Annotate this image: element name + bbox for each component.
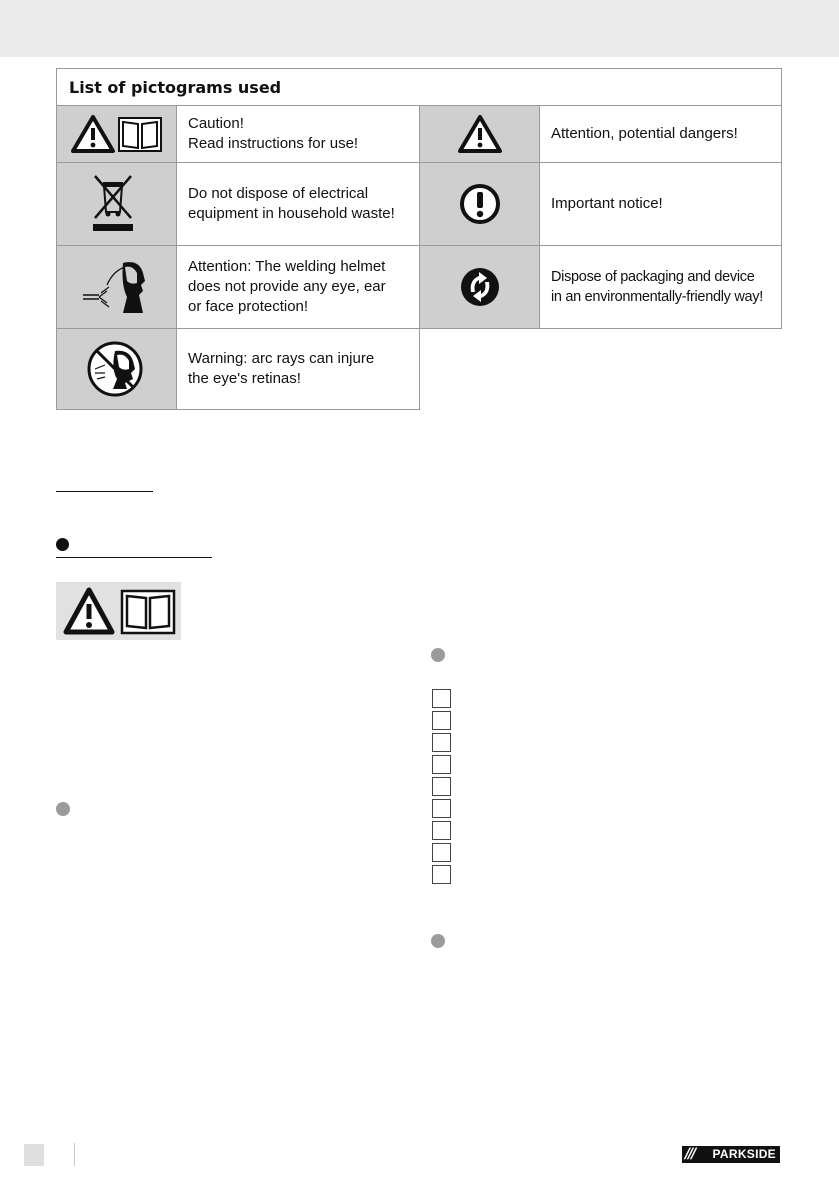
table-title: List of pictograms used (69, 78, 282, 97)
checkbox[interactable] (432, 821, 451, 840)
checkbox[interactable] (432, 865, 451, 884)
page-number-box (24, 1144, 44, 1166)
table-title-row (56, 68, 782, 106)
text-line: Read instructions for use! (188, 135, 359, 152)
checkbox[interactable] (432, 733, 451, 752)
section-underline (56, 491, 153, 492)
green-dot-recycling-icon (419, 245, 540, 329)
checkbox[interactable] (432, 689, 451, 708)
environmental-disposal-text (539, 245, 782, 329)
text-line: the eye's retinas! (188, 370, 301, 387)
caution-read-manual-icon (56, 582, 181, 640)
arc-rays-warning-icon (56, 328, 177, 410)
crossed-out-wheelie-bin-icon (56, 162, 177, 246)
subsection-underline (56, 557, 212, 558)
bullet-dot (431, 648, 445, 662)
page-header-bar (0, 0, 839, 57)
electrical-disposal-text (176, 162, 420, 246)
exclamation-circle-icon (419, 162, 540, 246)
important-notice-text (539, 162, 782, 246)
footer-divider (74, 1143, 75, 1166)
potential-dangers-text (539, 105, 782, 163)
checkbox[interactable] (432, 755, 451, 774)
text-line: does not provide any eye, ear (188, 278, 386, 295)
bullet-dot (56, 802, 70, 816)
bullet-dot (56, 538, 69, 551)
warning-triangle-icon (419, 105, 540, 163)
caution-read-manual-text (176, 105, 420, 163)
text-line: Do not dispose of electrical (188, 185, 369, 202)
parkside-logo (682, 1146, 780, 1163)
text-line: in an environmentally-friendly way! (551, 289, 763, 305)
checkbox[interactable] (432, 777, 451, 796)
text-line: Important notice! (551, 195, 663, 212)
bullet-dot (431, 934, 445, 948)
text-line: or face protection! (188, 298, 309, 315)
checkbox[interactable] (432, 711, 451, 730)
text-line: Caution! (188, 115, 244, 132)
text-line: Dispose of packaging and device (551, 269, 755, 285)
checkbox[interactable] (432, 843, 451, 862)
text-line: Attention: The welding helmet (188, 258, 386, 275)
helmet-protection-text (176, 245, 420, 329)
checkbox[interactable] (432, 799, 451, 818)
text-line: Attention, potential dangers! (551, 125, 738, 142)
logo-slashes: /// (685, 1146, 695, 1162)
caution-read-manual-icon (56, 105, 177, 163)
arc-rays-text (176, 328, 420, 410)
text-line: Warning: arc rays can injure (188, 350, 375, 367)
text-line: equipment in household waste! (188, 205, 395, 222)
welding-helmet-icon (56, 245, 177, 329)
brand-name: PARKSIDE (712, 1147, 776, 1161)
